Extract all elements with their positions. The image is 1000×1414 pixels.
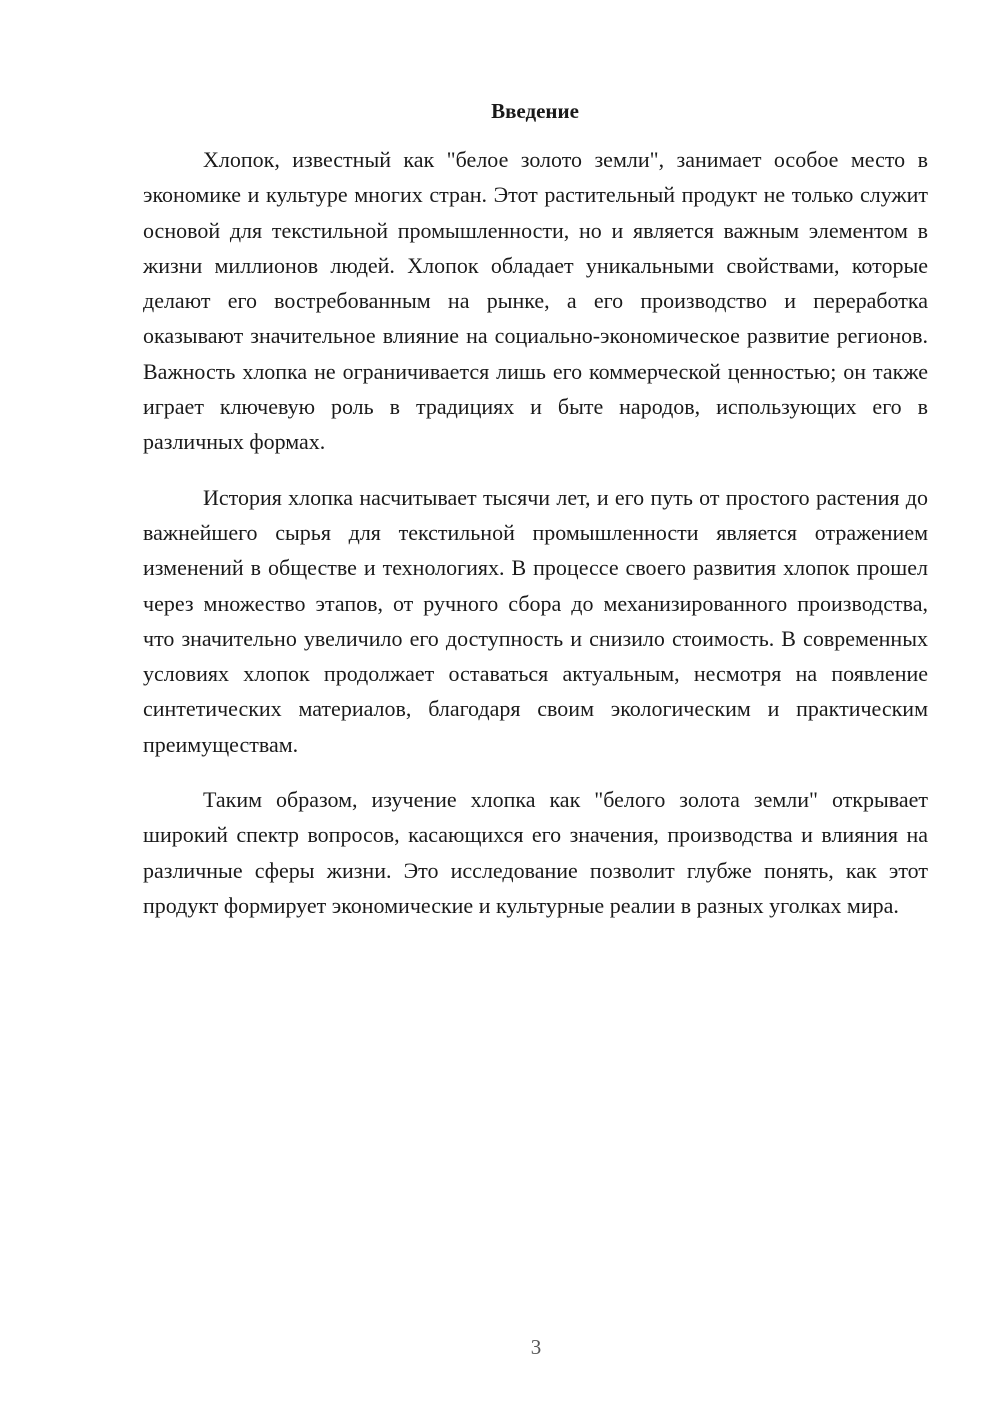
page-number: 3 — [530, 1335, 542, 1359]
body-text — [143, 142, 928, 943]
paragraph-3: Таким образом, изучение хлопка как "белого золота земли" открывает широкий спектр вопросов, касающихся его значения, производства и влияния на различные сферы жизни. Это исследование позволит глубже понять, как этот продукт формирует экономические и культурные реалии в разных уголках мира. — [143, 787, 928, 918]
paragraph-2: История хлопка насчитывает тысячи лет, и его путь от простого растения до важнейшего сырья для текстильной промышленности является отражением изменений в обществе и технологиях. В процессе своего развития хлопок прошел через множество этапов, от ручного сбора до механизированного производства, что значительно увеличило его доступность и снизило стоимость. В современных условиях хлопок продолжает оставаться актуальным, несмотря на появление синтетических материалов, благодаря своим экологическим и практическим преимуществам. — [143, 484, 928, 757]
section-heading: Введение — [491, 99, 579, 123]
paragraph-1: Хлопок, известный как "белое золото земли", занимает особое место в экономике и культуре многих стран. Этот растительный продукт не только служит основой для текстильной промышленности, но и является важным элементом в жизни миллионов людей. Хлопок обладает уникальными свойствами, которые делают его востребованным на рынке, а его производство и переработка оказывают значительное влияние на социально-экономическое развитие регионов. Важность хлопка не ограничивается лишь его коммерческой ценностью; он также играет ключевую роль в традициях и быте народов, использующих его в различных формах. — [143, 147, 928, 455]
